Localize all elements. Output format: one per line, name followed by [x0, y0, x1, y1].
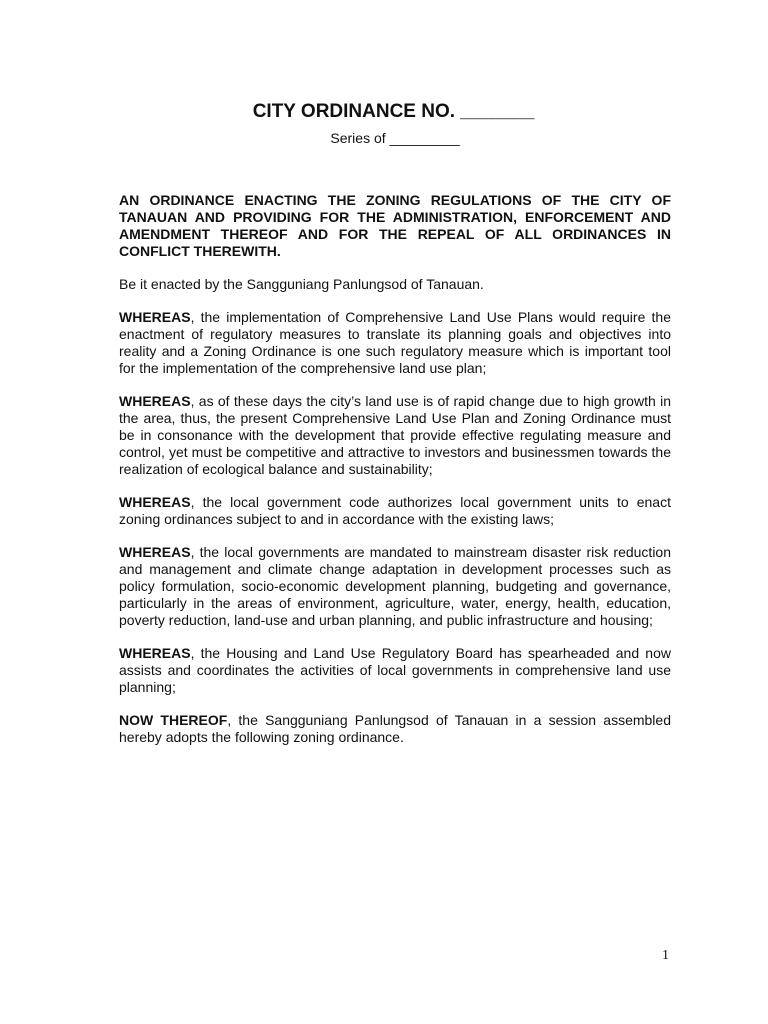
whereas-clause-3: [119, 494, 671, 528]
series-line: Series of _________: [330, 130, 460, 146]
page-number: 1: [662, 948, 669, 963]
whereas-clause-5: [119, 645, 671, 696]
ordinance-title: CITY ORDINANCE NO. _______: [252, 101, 535, 122]
clause-text: , the implementation of Comprehensive Land Use Plans would require the enactment of regulatory measures to translate its planning goals and objectives into reality and a Zoning Ordinance is one such regulatory measure which is important tool for the implementation of the comprehensive land use plan;: [119, 309, 671, 376]
whereas-clause-2: [119, 393, 671, 478]
clause-lead: WHEREAS: [119, 309, 191, 325]
enactment-clause: Be it enacted by the Sangguniang Panlungsod of Tanauan.: [119, 276, 484, 292]
clause-text: , the local governments are mandated to mainstream disaster risk reduction and management and climate change adaptation in development processes such as policy formulation, socio-economic development planning, budgeting and governance, particularly in the areas of environment, agriculture, water, energy, health, education, poverty reduction, land-use and urban planning, and public infrastructure and housing;: [119, 544, 671, 628]
now-thereof-clause: [119, 712, 671, 746]
clause-lead: NOW THEREOF: [119, 712, 228, 728]
clause-lead: WHEREAS: [119, 393, 191, 409]
clause-text: , as of these days the city’s land use is of rapid change due to high growth in the area, thus, the present Comprehensive Land Use Plan and Zoning Ordinance must be in consonance with the development that provide effective regulating measure and control, yet must be competitive and attractive to investors and businessmen towards the realization of ecological balance and sustainability;: [119, 393, 671, 477]
clause-text: , the local government code authorizes local government units to enact zoning ordinances subject to and in accordance with the existing laws;: [119, 494, 671, 527]
clause-text: , the Sangguniang Panlungsod of Tanauan in a session assembled hereby adopts the following zoning ordinance.: [119, 712, 671, 745]
clause-text: , the Housing and Land Use Regulatory Board has spearheaded and now assists and coordinates the activities of local governments in comprehensive land use planning;: [119, 645, 671, 695]
clause-lead: WHEREAS: [119, 544, 191, 560]
clause-lead: WHEREAS: [119, 494, 191, 510]
clause-lead: WHEREAS: [119, 645, 191, 661]
whereas-clause-1: [119, 309, 671, 377]
whereas-clause-4: [119, 544, 671, 629]
document-body: [119, 192, 671, 762]
ordinance-heading: AN ORDINANCE ENACTING THE ZONING REGULATIONS OF THE CITY OF TANAUAN AND PROVIDING FOR THE ADMINISTRATION, ENFORCEMENT AND AMENDMENT THEREOF AND FOR THE REPEAL OF ALL ORDINANCES IN CONFLICT THEREWITH.: [119, 192, 671, 259]
